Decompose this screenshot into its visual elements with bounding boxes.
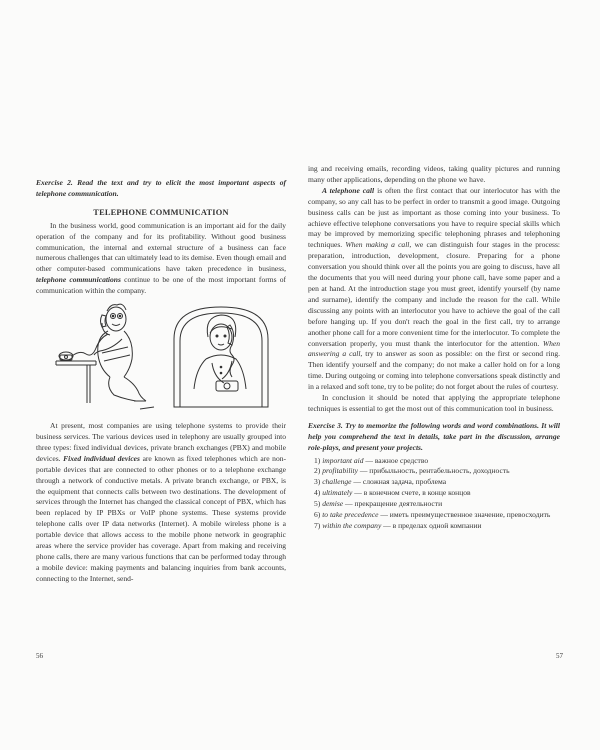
list-item: 5) demise — прекращение деятельности [314,499,443,509]
list-item: 2) profitability — прибыльность, рентабельность, доходность [314,466,510,476]
list-item: 1) important aid — важное средство [314,455,429,465]
paragraph-continuation: ing and receiving emails, recording videos, taking quality pictures and running many other applications, depending on the phone we have. [308,164,560,184]
list-item: 3) challenge — сложная задача, проблема [314,477,447,487]
list-item: 4) ultimately — в конечном счете, в конце концов [314,488,471,498]
left-page-text [36,178,286,585]
list-item: 6) to take precedence — иметь преимущественное значение, превосходить [314,510,551,520]
paragraph-3: A telephone call is often the first contact that our interlocutor has with the company, so any call has to be perfect in order to transmit a good image. Outgoing business calls can be just as important as those coming into your business. To achieve effective telephone conversations you have to require special skills which may be improved by memorizing specific telephoning phrases and telephoning techniques. When making a call, we can distinguish four stages in the process: preparation, introduction, development, closure. Preparing for a phone conversation you should think over all the points you are going to discuss, have all the documents that you will need during your phone call, have some paper and a pen at hand. At the introduction stage you must greet, identify yourself (by name and surname), identify the company and include the reason for the call. While discussing any points with an interlocutor you have to achieve the goal of the call before hanging up. If you don't reach the goal in the first call, try to arrange another phone call for a more convenient time for the interlocutor. To complete the conversation properly, you must thank the interlocutor for the attention. When answering a call, try to answer as soon as possible: on the first or second ring. Then identify yourself and the company; do not make a caller hold on for a long time. During outgoing or coming into telephone conversations speak distinctly and in a relaxed and soft tone, try to be polite; do not forget about the rules of courtesy. [308,185,561,392]
man-on-phone-illustration [50,303,160,413]
list-item: 7) within the company — в пределах одной компании [314,521,482,530]
exercise-2-title: Exercise 2. Read the text and try to elicit the most important aspects of telephone communication. [36,178,286,198]
exercise-3-title: Exercise 3. Try to memorize the following words and word combinations. It will help you comprehend the text in details, take part in the discussion, arrange role-plays, and present your projects. [308,420,560,452]
paragraph-1: In the business world, good communication is an important aid for the daily operation of the company and for its profitability. Without good business communication, the internal and external structure of a business can face numerous challenges that can ultimately lead to its demise. Even though email and other computer-based communications have taken precedence in business, telephone communications continue to be one of the most important forms of communication within the company. [36,220,287,296]
paragraph-4: In conclusion it should be noted that applying the appropriate telephone techniques is essential to get the most out of this communication tool in business. [308,393,560,413]
paragraph-2: At present, most companies are using telephone systems to provide their business services. The various devices used in telephony are usually grouped into three types: fixed individual devices, private branch exchanges (PBX) and mobile devices. Fixed individual devices are known as fixed telephones which are non-portable devices that are connected to other phones or to a telephone exchange through a network of conductive metals. A private branch exchange, or PBX, is the equipment that connects calls between two destinations. The development of services through the Internet has changed the classical concept of PBX, which has been replaced by IP PBXs or VoIP phone systems. These systems provide telephone calls over IP data networks (Internet). A mobile wireless phone is a portable device that allows access to the mobile phone network in geographic areas where the service provider has coverage. Apart from making and receiving phone calls, there are many various functions that can be performed today through a mobile device: making payments and balancing inquiries from bank accounts, connecting to the Internet, send- [36,421,287,583]
vocabulary-list [308,456,560,532]
section-heading: TELEPHONE COMMUNICATION [93,207,229,217]
right-page-text [308,164,560,532]
woman-on-phone-illustration [166,303,276,413]
telephone-illustrations [36,303,286,413]
page-number-right: 57 [556,652,563,660]
page-number-left: 56 [36,652,43,660]
